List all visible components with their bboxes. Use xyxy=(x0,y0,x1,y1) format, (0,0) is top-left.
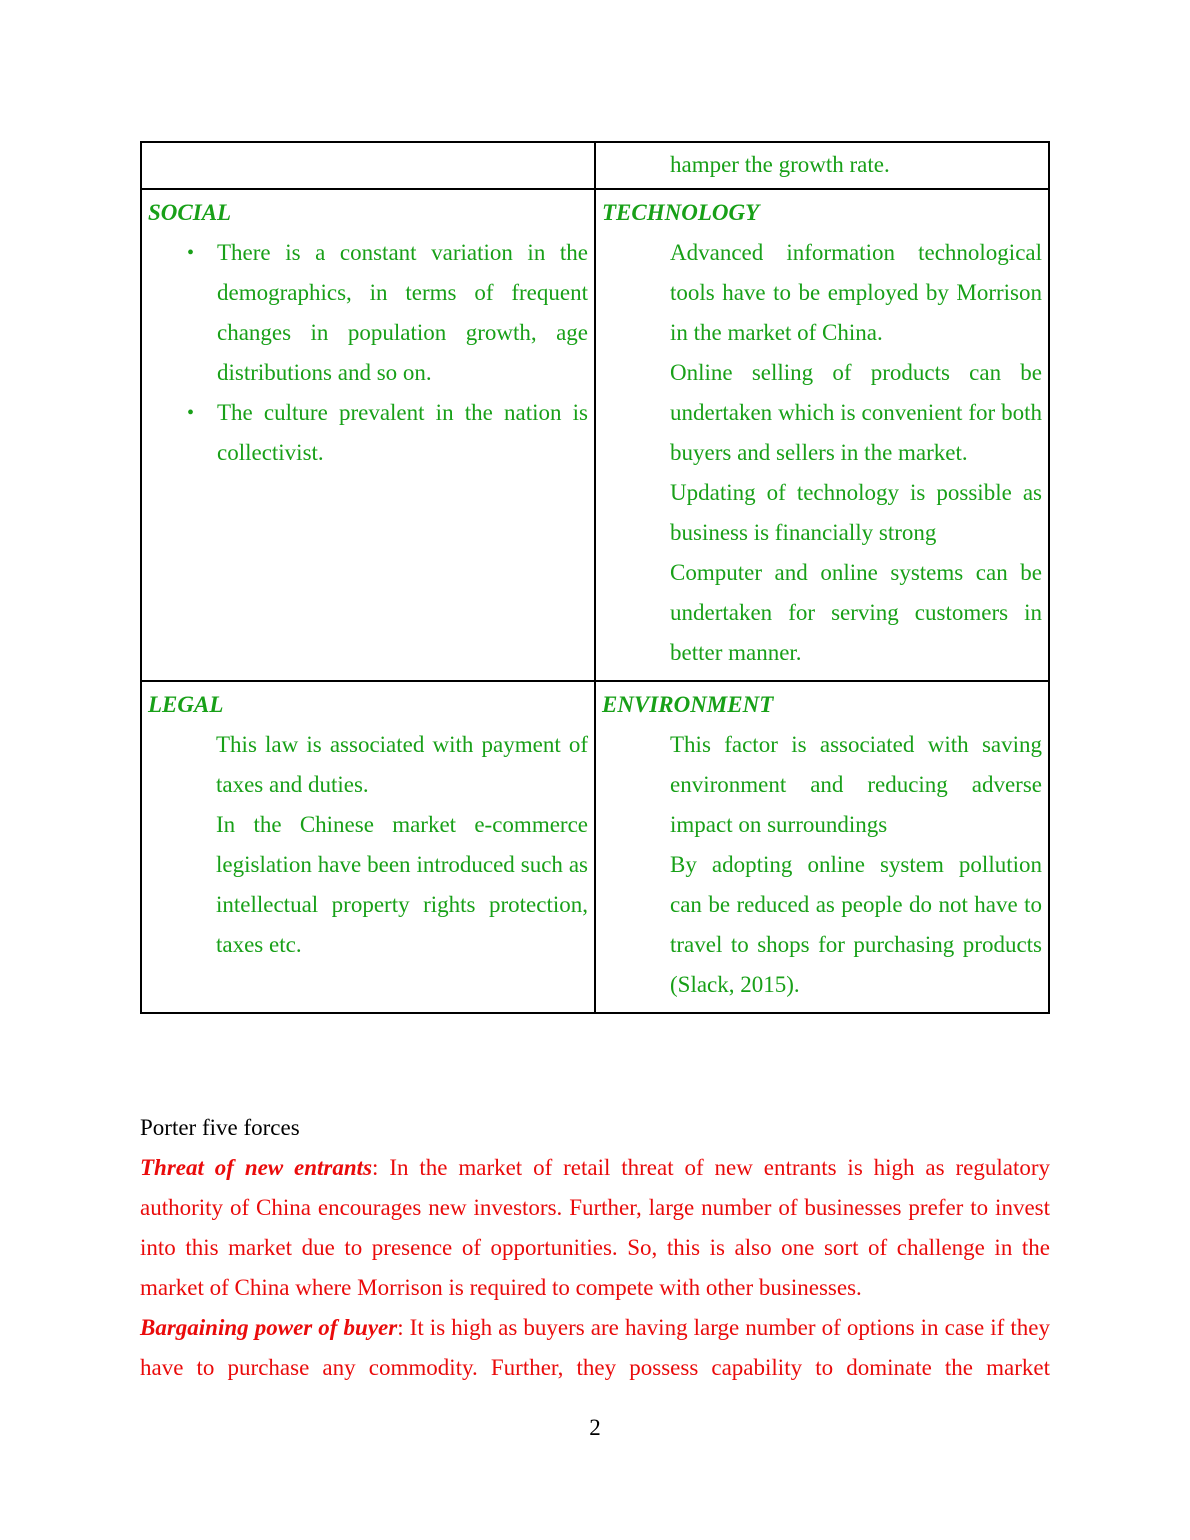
paragraph-text: In the market of retail threat of new entrants is high as regulatory authority of China encourages new investors. Further, large number of businesses prefer to invest into this market due to presence of opportunities. So, this is also one sort of challenge in the market of China where Morrison is required to compete with other businesses. xyxy=(140,1155,1050,1300)
cell-heading-legal: LEGAL xyxy=(148,692,224,717)
paragraph: Advanced information technological tools have to be employed by Morrison in the market of China. xyxy=(670,240,1042,345)
paragraph-threat-of-new-entrants xyxy=(140,1148,1050,1308)
list-item xyxy=(148,393,588,473)
cell-empty xyxy=(141,142,595,189)
cell-heading-technology: TECHNOLOGY xyxy=(602,200,760,225)
paragraph-lead: Threat of new entrants xyxy=(140,1155,373,1180)
paragraph-separator: : xyxy=(372,1155,390,1180)
bullet-text: There is a constant variation in the demographics, in terms of frequent changes in population growth, age distributions and so on. xyxy=(217,240,588,385)
paragraph: In the Chinese market e-commerce legislation have been introduced such as intellectual property rights protection, taxes etc. xyxy=(216,812,588,957)
paragraph: This factor is associated with saving environment and reducing adverse impact on surroundings xyxy=(670,732,1042,837)
paragraph: Online selling of products can be undertaken which is convenient for both buyers and sellers in the market. xyxy=(670,360,1042,465)
bullet-icon: • xyxy=(187,242,195,264)
paragraph: By adopting online system pollution can be reduced as people do not have to travel to shops for purchasing products (Slack, 2015). xyxy=(670,852,1042,997)
continuation-text: hamper the growth rate. xyxy=(670,152,890,177)
cell-legal xyxy=(141,681,595,1013)
list-item xyxy=(148,233,588,393)
bullet-icon: • xyxy=(187,402,195,424)
cell-continuation xyxy=(595,142,1049,189)
table-row-legal-environment xyxy=(141,681,1049,1013)
paragraph: Computer and online systems can be undertaken for serving customers in better manner. xyxy=(670,560,1042,665)
paragraph-lead: Bargaining power of buyer xyxy=(140,1315,398,1340)
section-heading: Porter five forces xyxy=(140,1115,300,1140)
page-number: 2 xyxy=(589,1415,601,1440)
cell-heading-environment: ENVIRONMENT xyxy=(602,692,774,717)
table-row-social-technology xyxy=(141,189,1049,681)
paragraph: Updating of technology is possible as business is financially strong xyxy=(670,480,1042,545)
paragraph-separator: : xyxy=(397,1315,410,1340)
paragraph: This law is associated with payment of taxes and duties. xyxy=(216,732,588,797)
table-row-continuation xyxy=(141,142,1049,189)
cell-technology xyxy=(595,189,1049,681)
paragraph-bargaining-power-of-buyer xyxy=(140,1308,1050,1388)
cell-social xyxy=(141,189,595,681)
bullet-text: The culture prevalent in the nation is collectivist. xyxy=(217,400,588,465)
pestle-table xyxy=(140,141,1050,1014)
paragraph-text: It is high as buyers are having large number of options in case if they have to purchase any commodity. Further, they possess capability to dominate the market xyxy=(140,1315,1050,1380)
cell-environment xyxy=(595,681,1049,1013)
cell-heading-social: SOCIAL xyxy=(148,200,232,225)
porter-section xyxy=(140,1108,1050,1388)
